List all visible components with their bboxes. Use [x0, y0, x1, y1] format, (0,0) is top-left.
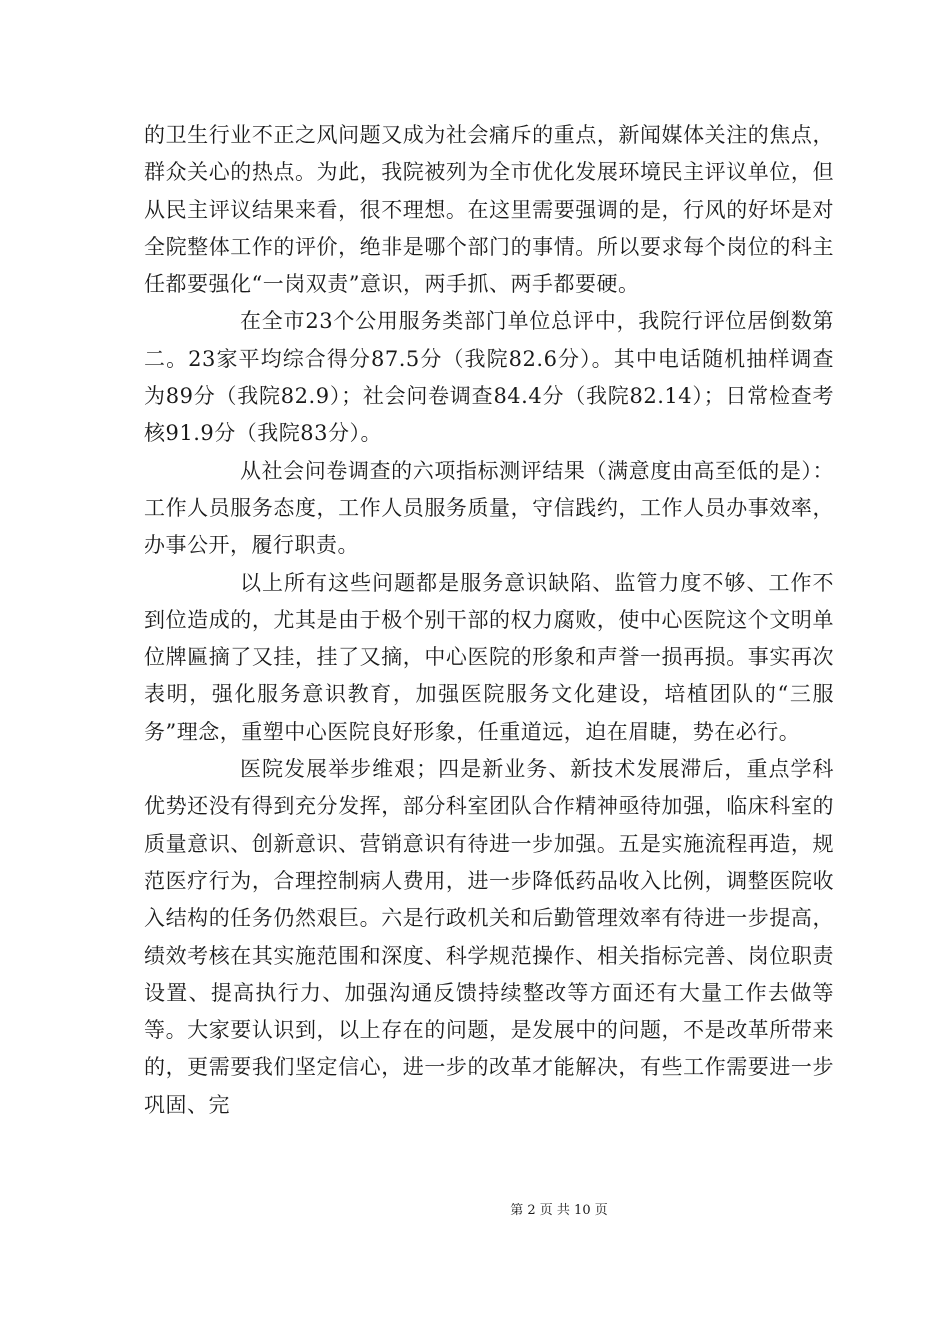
page-footer	[0, 1203, 950, 1219]
paragraph-5: 医院发展举步维艰；四是新业务、新技术发展滞后，重点学科优势还没有得到充分发挥，部分科室团队合作精神亟待加强，临床科室的质量意识、创新意识、营销意识有待进一步加强。五是实施流程再造，规范医疗行为，合理控制病人费用，进一步降低药品收入比例，调整医院收入结构的任务仍然艰巨。六是行政机关和后勤管理效率有待进一步提高，绩效考核在其实施范围和深度、科学规范操作、相关指标完善、岗位职责设置、提高执行力、加强沟通反馈持续整改等方面还有大量工作去做等等。大家要认识到，以上存在的问题，是发展中的问题，不是改革所带来的，更需要我们坚定信心，进一步的改革才能解决，有些工作需要进一步巩固、完	[144, 757, 834, 1117]
paragraph-2: 在全市23个公用服务类部门单位总评中，我院行评位居倒数第二。23家平均综合得分87.5分（我院82.6分）。其中电话随机抽样调查为89分（我院82.9）；社会问卷调查84.4分（我院82.14）；日常检查考核91.9分（我院83分）。	[144, 309, 834, 446]
page-number: 第 2 页 共 10 页	[510, 1203, 608, 1218]
paragraph-4: 以上所有这些问题都是服务意识缺陷、监管力度不够、工作不到位造成的，尤其是由于极个别干部的权力腐败，使中心医院这个文明单位牌匾摘了又挂，挂了又摘，中心医院的形象和声誉一损再损。事实再次表明，强化服务意识教育，加强医院服务文化建设，培植团队的“三服务”理念，重塑中心医院良好形象，任重道远，迫在眉睫，势在必行。	[144, 570, 834, 744]
paragraph-1: 的卫生行业不正之风问题又成为社会痛斥的重点，新闻媒体关注的焦点，群众关心的热点。为此，我院被列为全市优化发展环境民主评议单位，但从民主评议结果来看，很不理想。在这里需要强调的是，行风的好坏是对全院整体工作的评价，绝非是哪个部门的事情。所以要求每个岗位的科主任都要强化“一岗双责”意识，两手抓、两手都要硬。	[144, 123, 834, 297]
paragraph-3: 从社会问卷调查的六项指标测评结果（满意度由高至低的是）：工作人员服务态度，工作人员服务质量，守信践约，工作人员办事效率，办事公开，履行职责。	[144, 458, 834, 558]
document-body	[144, 117, 834, 1124]
